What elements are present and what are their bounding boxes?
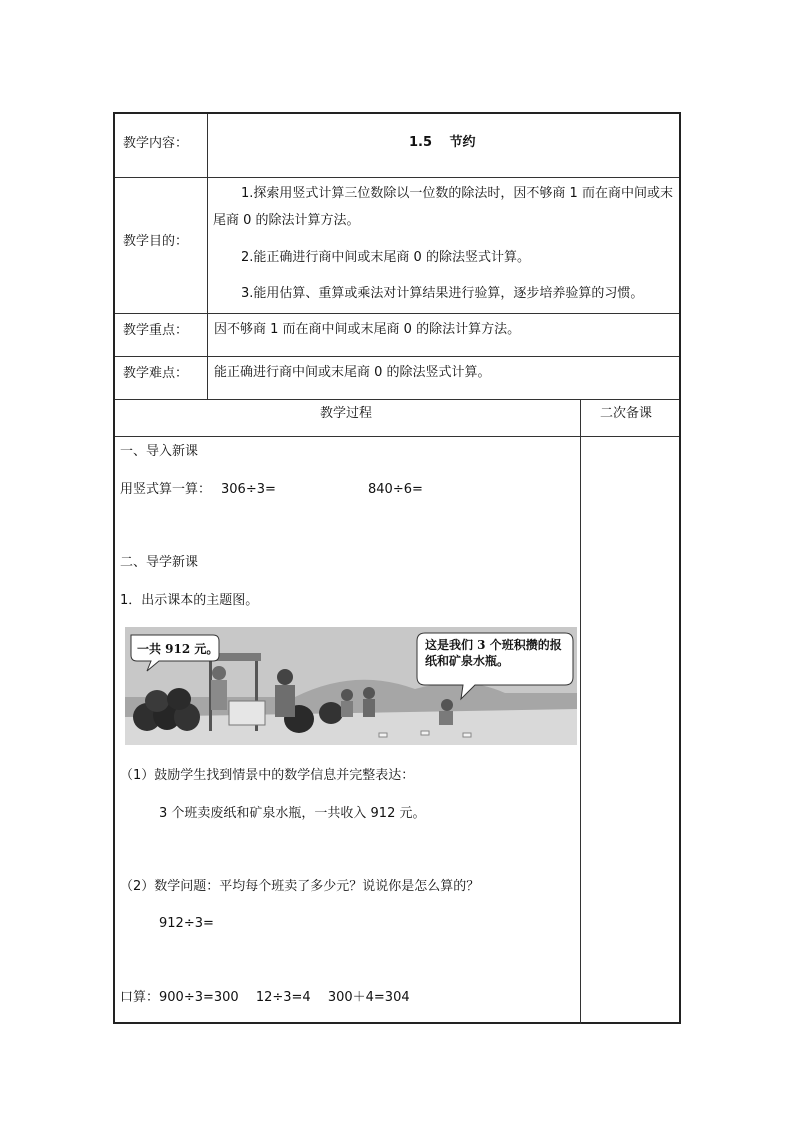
row-divider xyxy=(115,313,679,314)
lesson-title: 1.5 节约 xyxy=(409,135,476,150)
goal-item-2: 2.能正确进行商中间或末尾商 0 的除法竖式计算。 xyxy=(241,250,530,265)
oral-calculation: 口算：900÷3=300 12÷3=4 300＋4=304 xyxy=(120,990,410,1005)
section1-label: 用竖式算一算： xyxy=(120,482,212,497)
bubble-right-text: 这是我们 3 个班积攒的报纸和矿泉水瓶。 xyxy=(425,638,562,668)
question-1-answer: 3 个班卖废纸和矿泉水瓶，一共收入 912 元。 xyxy=(159,806,426,821)
label-column-divider xyxy=(207,114,208,399)
key-value: 因不够商 1 而在商中间或末尾商 0 的除法计算方法。 xyxy=(214,322,521,337)
goal-item-3: 3.能用估算、重算或乘法对计算结果进行验算，逐步培养验算的习惯。 xyxy=(241,286,644,301)
section2-title: 二、导学新课 xyxy=(120,555,199,570)
row-divider xyxy=(115,399,679,400)
step1-text: 1．出示课本的主题图。 xyxy=(120,593,259,608)
side-heading: 二次备课 xyxy=(600,406,653,421)
content-label: 教学内容： xyxy=(123,136,189,151)
row-divider xyxy=(115,356,679,357)
section1-title: 一、导入新课 xyxy=(120,444,199,459)
side-column-divider xyxy=(580,399,581,1024)
bubble-left-text: 一共 912 元。 xyxy=(137,642,219,656)
row-divider xyxy=(115,436,679,437)
theme-illustration xyxy=(125,627,577,745)
difficulty-label: 教学难点： xyxy=(123,366,189,381)
goal-item-1: 1.探索用竖式计算三位数除以一位数的除法时，因不够商 1 而在商中间或末尾商 0 的除法计算方法。 xyxy=(213,186,673,228)
row-divider xyxy=(115,177,679,178)
goals-label: 教学目的： xyxy=(123,234,189,249)
section1-expr2: 840÷6= xyxy=(368,482,423,497)
key-label: 教学重点： xyxy=(123,323,189,338)
question-1: （1）鼓励学生找到情景中的数学信息并完整表达： xyxy=(120,768,415,783)
process-heading: 教学过程 xyxy=(320,406,373,421)
lesson-plan-table xyxy=(113,112,681,1024)
section1-expr1: 306÷3= xyxy=(221,482,276,497)
question-2: （2）数学问题：平均每个班卖了多少元？说说你是怎么算的？ xyxy=(120,879,480,894)
difficulty-value: 能正确进行商中间或末尾商 0 的除法竖式计算。 xyxy=(214,365,491,380)
question-2-expr: 912÷3= xyxy=(159,916,214,931)
